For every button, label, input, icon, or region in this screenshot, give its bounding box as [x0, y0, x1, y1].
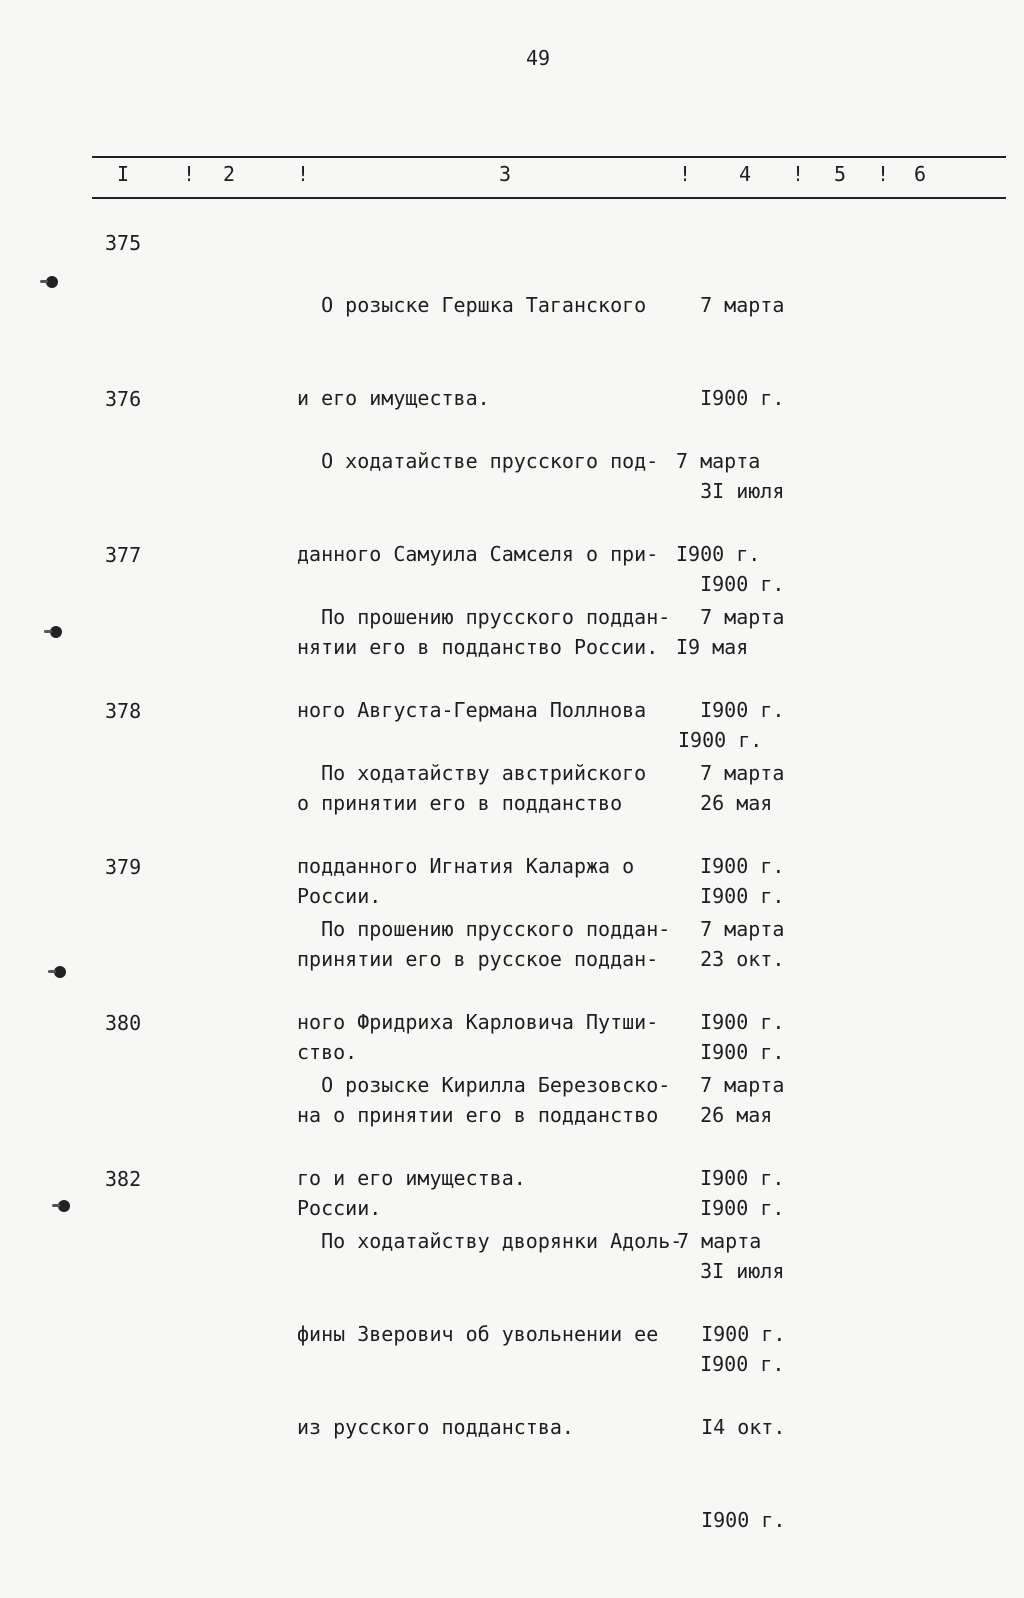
date-line: I900 г. — [676, 854, 785, 878]
date-line: I900 г. — [676, 542, 761, 566]
header-col-2: 2 — [223, 162, 236, 186]
date-line: I900 г. — [676, 884, 785, 908]
header-col-6: 6 — [914, 162, 927, 186]
date-line: 7 марта — [676, 917, 785, 941]
description-line: По прошению прусского поддан- — [297, 605, 671, 629]
description-line: нятии его в подданство России. — [297, 635, 659, 659]
entry-description — [297, 1164, 697, 1505]
date-line: 3I июля — [676, 479, 785, 503]
date-line: I900 г. — [676, 1040, 785, 1064]
description-line: О розыске Кирилла Березовско- — [297, 1073, 671, 1097]
header-bottom-rule — [92, 197, 1006, 199]
entry-number: 377 — [105, 543, 142, 567]
date-line: I9 мая — [676, 635, 749, 659]
date-line: 7 марта — [676, 293, 785, 317]
entry-number: 376 — [105, 387, 142, 411]
description-line: России. — [297, 1196, 382, 1220]
date-line: 26 мая — [676, 1103, 773, 1127]
description-line: фины Зверович об увольнении ее — [297, 1322, 659, 1346]
punch-hole-mark — [58, 1200, 70, 1212]
date-line: I900 г. — [676, 1352, 785, 1376]
description-line: По ходатайству австрийского — [297, 761, 647, 785]
description-line: и его имущества. — [297, 386, 490, 410]
header-col-5: 5 — [834, 162, 847, 186]
description-line: ного Августа-Германа Поллнова — [297, 698, 647, 722]
header-separator-5: ! — [877, 162, 890, 186]
description-line: подданного Игнатия Каларжа о — [297, 854, 635, 878]
description-line: О розыске Гершка Таганского — [297, 293, 647, 317]
date-line: 7 марта — [676, 605, 785, 629]
date-line: I900 г. — [676, 1196, 785, 1220]
entry-number: 378 — [105, 699, 142, 723]
date-line: 7 марта — [677, 1229, 762, 1253]
description-line: По прошению прусского поддан- — [297, 917, 671, 941]
entry-number: 379 — [105, 855, 142, 879]
date-line: I900 г. — [676, 1010, 785, 1034]
description-line: принятии его в русское поддан- — [297, 947, 659, 971]
page-number: 49 — [525, 46, 551, 70]
description-line: на о принятии его в подданство — [297, 1103, 659, 1127]
description-line: ного Фридриха Карловича Путши- — [297, 1010, 659, 1034]
punch-hole-mark — [46, 276, 58, 288]
date-line: 7 марта — [676, 761, 785, 785]
punch-hole-mark — [54, 966, 66, 978]
entry-number: 375 — [105, 231, 142, 255]
description-line: о принятии его в подданство — [297, 791, 623, 815]
date-line: 7 марта — [676, 1073, 785, 1097]
punch-hole-mark — [50, 626, 62, 638]
date-line: 3I июля — [676, 1259, 785, 1283]
header-col-3: 3 — [499, 162, 512, 186]
header-col-1: I — [117, 162, 130, 186]
header-separator-4: ! — [792, 162, 805, 186]
date-line: I900 г. — [676, 386, 785, 410]
date-line: I900 г. — [677, 1322, 786, 1346]
description-line: По ходатайству дворянки Адоль- — [297, 1229, 683, 1253]
date-line: I900 г. — [678, 728, 763, 752]
date-line: I900 г. — [676, 1166, 785, 1190]
date-line: I900 г. — [676, 698, 785, 722]
header-separator-1: ! — [183, 162, 196, 186]
header-col-4: 4 — [739, 162, 752, 186]
entry-dates — [677, 1164, 785, 1598]
date-line: 26 мая — [676, 791, 773, 815]
date-line: I900 г. — [677, 1508, 786, 1532]
description-line: О ходатайстве прусского под- — [297, 449, 659, 473]
entry-number: 382 — [105, 1167, 142, 1191]
description-line: го и его имущества. — [297, 1166, 526, 1190]
description-line: данного Самуила Самселя о при- — [297, 542, 659, 566]
header-top-rule — [92, 156, 1006, 158]
description-line: из русского подданства. — [297, 1415, 574, 1439]
date-line: 23 окт. — [676, 947, 785, 971]
description-line: России. — [297, 884, 382, 908]
header-separator-2: ! — [297, 162, 310, 186]
entry-number: 380 — [105, 1011, 142, 1035]
header-separator-3: ! — [679, 162, 692, 186]
description-line: ство. — [297, 1040, 358, 1064]
date-line: I900 г. — [676, 572, 785, 596]
date-line: 7 марта — [676, 449, 761, 473]
date-line: I4 окт. — [677, 1415, 786, 1439]
